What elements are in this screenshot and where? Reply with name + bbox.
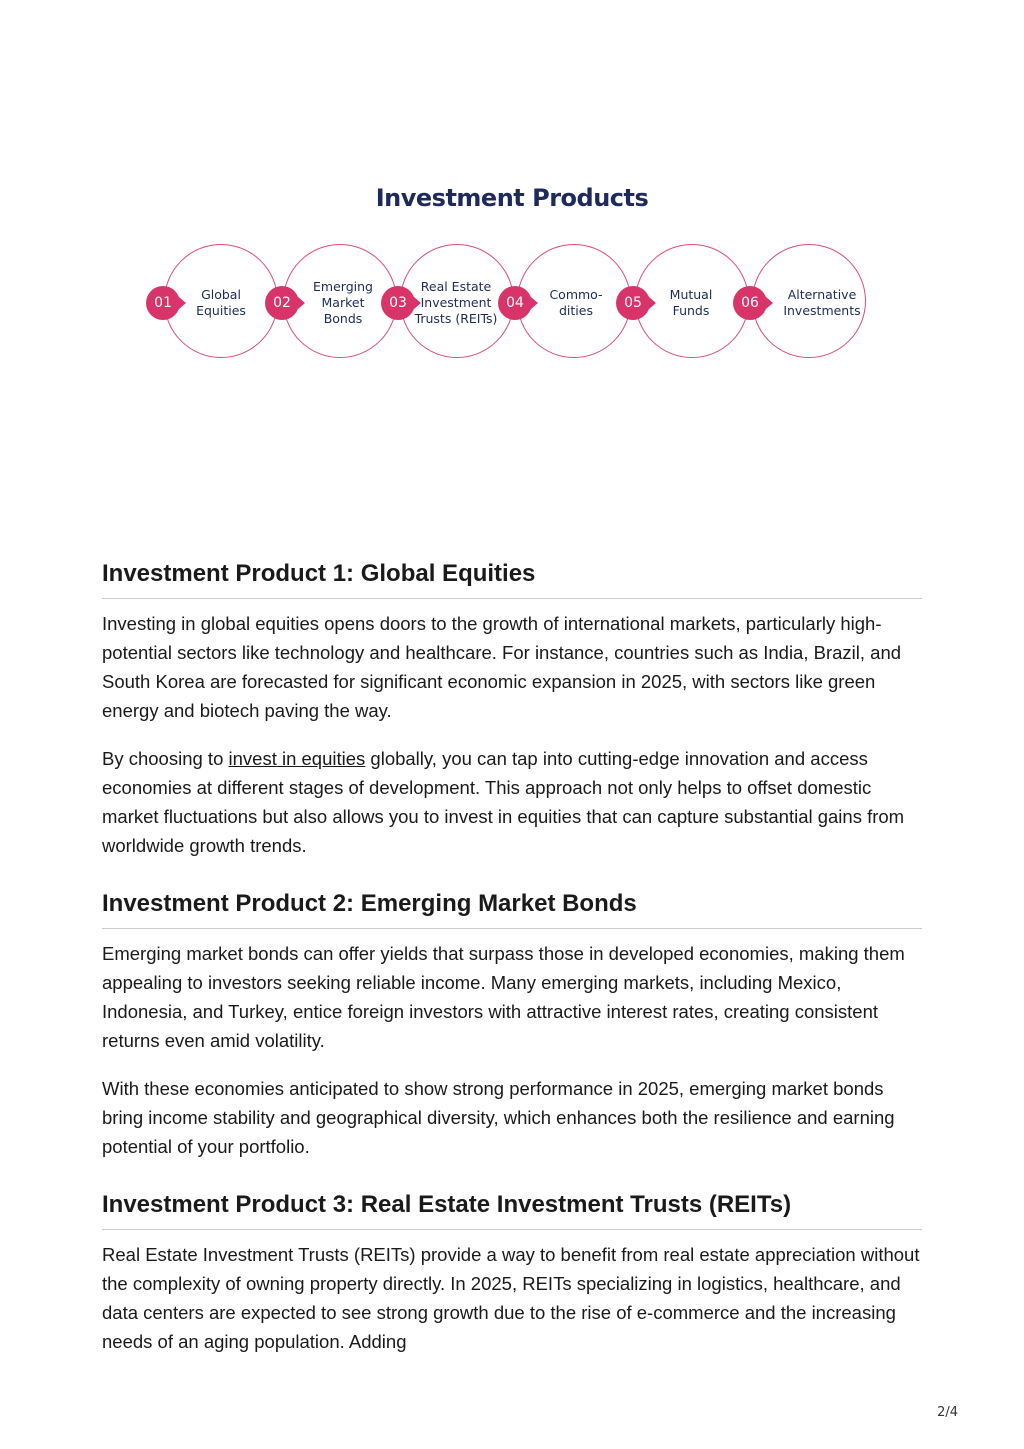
step-number-badge-5: 05: [616, 286, 650, 320]
paragraph-text: By choosing to: [102, 748, 229, 769]
diagram-title: Investment Products: [375, 184, 649, 212]
paragraph: Real Estate Investment Trusts (REITs) provide a way to benefit from real estate appreciation without the complexity of owning property directly. In 2025, REITs specializing in logistics, healthcare, and data centers are expected to see strong growth due to the rise of e-commerce and the increasing needs of an aging population. Adding: [102, 1244, 920, 1352]
section-heading-reits: Investment Product 3: Real Estate Investment Trusts (REITs): [102, 1191, 922, 1230]
invest-in-equities-link[interactable]: invest in equities: [228, 748, 366, 769]
step-number-badge-4: 04: [498, 286, 532, 320]
step-label-4: Commo- dities: [549, 286, 603, 318]
step-label-1: Global Equities: [196, 286, 246, 318]
section-heading-global-equities: Investment Product 1: Global Equities: [102, 560, 922, 599]
step-number-badge-2: 02: [265, 286, 299, 320]
step-number-badge-3: 03: [381, 286, 415, 320]
step-label-3: Real Estate Investment Trusts (REITs): [414, 278, 498, 326]
paragraph: Emerging market bonds can offer yields that surpass those in developed economies, making them appealing to investors seeking reliable income. Many emerging markets, including Mexico, Indonesia, and Turkey, entice foreign investors with attractive interest rates, creating consistent returns even amid volatility.: [102, 943, 905, 1051]
paragraph-text: globally, you can tap into cutting-edge innovation and access economies at different stages of development. This approach not only helps to offset domestic market fluctuations but also allows you to invest in equities that can capture substantial gains from worldwide growth trends.: [102, 748, 905, 856]
page-number: 2/4: [937, 1405, 958, 1420]
paragraph: [102, 744, 922, 860]
article-body: [102, 560, 922, 1375]
step-number-badge-1: 01: [146, 286, 180, 320]
step-label-2: Emerging Market Bonds: [313, 278, 373, 326]
investment-products-diagram: [0, 0, 1024, 420]
step-number-badge-6: 06: [733, 286, 767, 320]
paragraph: Investing in global equities opens doors to the growth of international markets, particularly high-potential sectors like technology and healthcare. For instance, countries such as India, Brazil, and South Korea are forecasted for significant economic expansion in 2025, with sectors like green energy and biotech paving the way.: [102, 613, 902, 721]
paragraph: With these economies anticipated to show strong performance in 2025, emerging market bonds bring income stability and geographical diversity, which enhances both the resilience and earning potential of your portfolio.: [102, 1078, 895, 1157]
section-heading-emerging-market-bonds: Investment Product 2: Emerging Market Bonds: [102, 890, 922, 929]
step-label-5: Mutual Funds: [669, 286, 713, 318]
step-label-6: Alternative Investments: [783, 286, 861, 318]
